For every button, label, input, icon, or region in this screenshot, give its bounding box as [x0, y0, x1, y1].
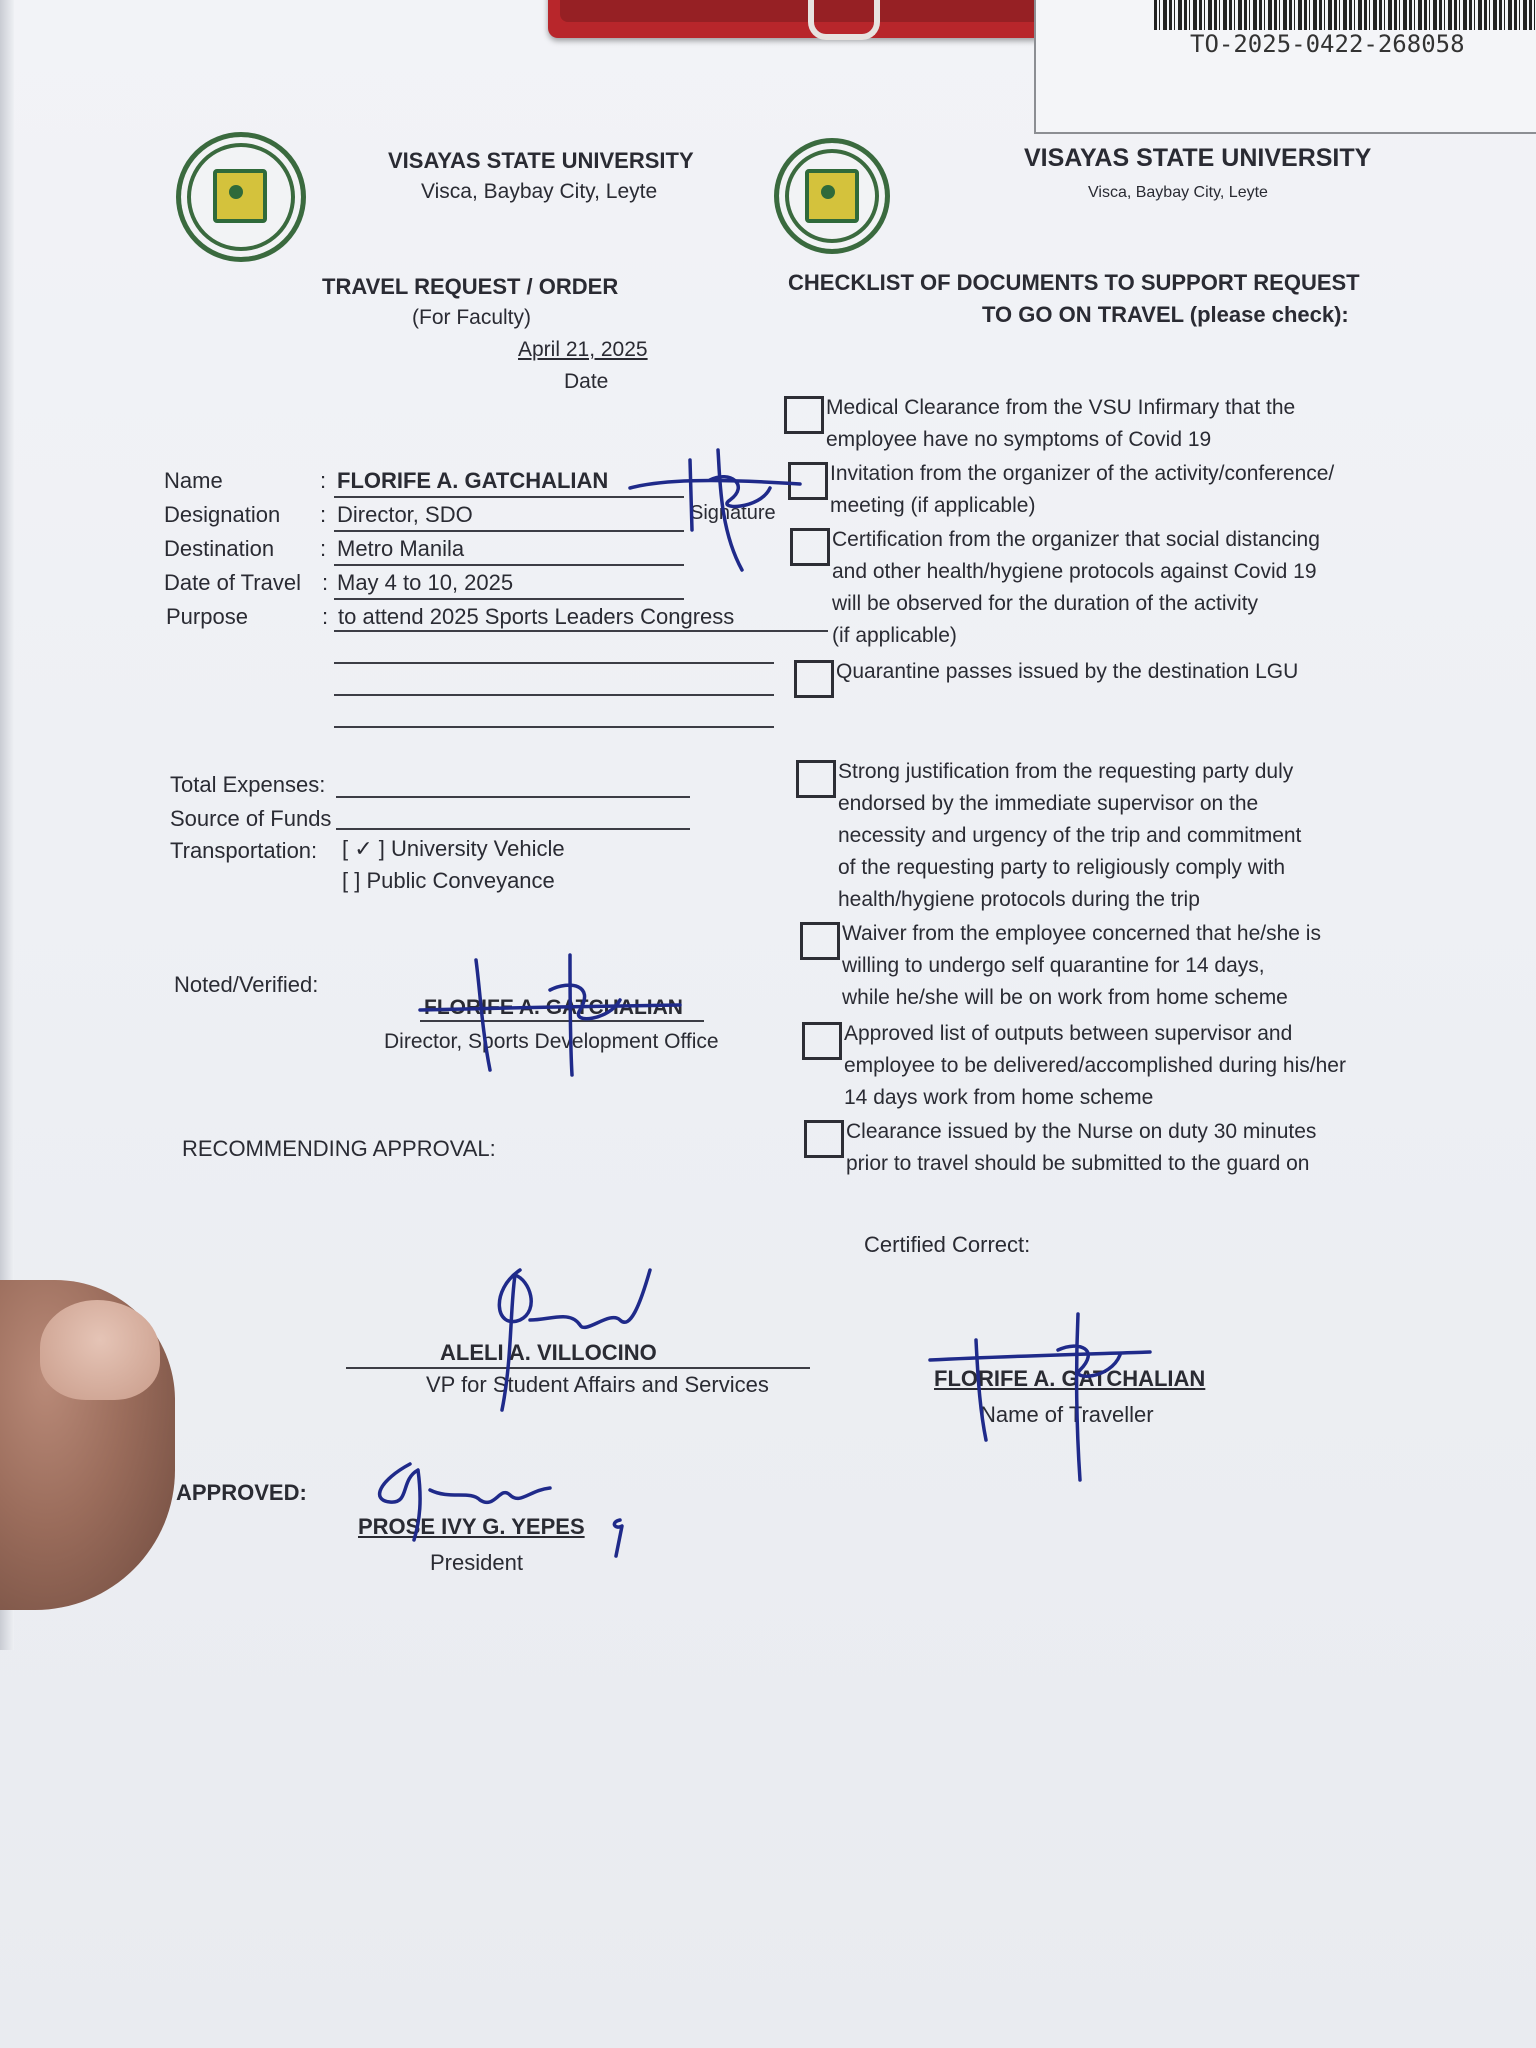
checklist-checkbox[interactable]	[784, 396, 824, 434]
checklist-item-text: of the requesting party to religiously comply with	[838, 856, 1286, 879]
left-university-address: Visca, Baybay City, Leyte	[421, 180, 658, 203]
purpose-colon: :	[322, 604, 329, 629]
checklist-checkbox[interactable]	[804, 1120, 844, 1158]
noted-signature	[420, 950, 720, 1080]
checklist-checkbox[interactable]	[802, 1022, 842, 1060]
recommending-signature	[490, 1250, 670, 1420]
form-title: TRAVEL REQUEST / ORDER	[322, 274, 619, 299]
form-date-label: Date	[564, 370, 609, 393]
barcode-icon	[1154, 0, 1536, 30]
checklist-title-line1: CHECKLIST OF DOCUMENTS TO SUPPORT REQUEST	[788, 270, 1360, 295]
checklist-item-text: 14 days work from home scheme	[844, 1086, 1154, 1109]
transport-university-vehicle: [ ✓ ] University Vehicle	[342, 836, 565, 861]
checklist-item-text: prior to travel should be submitted to the guard on	[846, 1152, 1310, 1175]
source-funds-label: Source of Funds	[170, 806, 332, 831]
checklist-item-text: Clearance issued by the Nurse on duty 30 minutes	[846, 1120, 1317, 1143]
checklist-item-text: employee to be delivered/accomplished during his/her	[844, 1054, 1346, 1077]
designation-label: Designation	[164, 502, 281, 527]
left-university-name: VISAYAS STATE UNIVERSITY	[388, 148, 694, 173]
checklist-item-text: Quarantine passes issued by the destination LGU	[836, 660, 1299, 683]
approved-label: APPROVED:	[176, 1480, 307, 1505]
approved-name: PROSE IVY G. YEPES	[358, 1514, 585, 1539]
checklist-checkbox[interactable]	[796, 760, 836, 798]
tracking-number: TO-2025-0422-268058	[1190, 30, 1465, 58]
total-expenses-label: Total Expenses:	[170, 772, 326, 797]
university-seal-left	[176, 132, 306, 262]
recommending-label: RECOMMENDING APPROVAL:	[182, 1136, 496, 1161]
university-seal-right	[774, 138, 890, 254]
checklist-item-text: will be observed for the duration of the activity	[832, 592, 1259, 615]
signature-label: Signature	[690, 502, 776, 524]
purpose-value: to attend 2025 Sports Leaders Congress	[338, 604, 735, 629]
designation-colon: :	[320, 502, 327, 527]
purpose-label: Purpose	[166, 604, 248, 629]
traveller-caption: Name of Traveller	[980, 1402, 1154, 1427]
checklist-item-text: (if applicable)	[832, 624, 957, 647]
approved-signature	[370, 1460, 640, 1560]
checklist-item-text: health/hygiene protocols during the trip	[838, 888, 1200, 911]
traveller-signature-bottom	[930, 1310, 1160, 1490]
certified-label: Certified Correct:	[864, 1232, 1031, 1257]
noted-label: Noted/Verified:	[174, 972, 319, 997]
destination-value: Metro Manila	[337, 536, 465, 561]
checklist-item-text: meeting (if applicable)	[830, 494, 1036, 517]
date-travel-label: Date of Travel	[164, 570, 301, 595]
checklist-checkbox[interactable]	[794, 660, 834, 698]
right-university-name: VISAYAS STATE UNIVERSITY	[1024, 144, 1372, 172]
thumbnail	[40, 1300, 160, 1400]
transport-public-conveyance: [ ] Public Conveyance	[342, 868, 555, 893]
checklist-item-text: endorsed by the immediate supervisor on the	[838, 792, 1259, 815]
form-date-value: April 21, 2025	[518, 338, 648, 361]
checklist-item-text: Approved list of outputs between supervisor and	[844, 1022, 1293, 1045]
checklist-item-text: and other health/hygiene protocols against Covid 19	[832, 560, 1317, 583]
right-university-address: Visca, Baybay City, Leyte	[1088, 184, 1268, 201]
checklist-item-text: willing to undergo self quarantine for 14 days,	[842, 954, 1265, 977]
seal-emblem-icon	[213, 169, 267, 223]
checklist-item-text: Strong justification from the requesting party duly	[838, 760, 1294, 783]
destination-label: Destination	[164, 536, 275, 561]
checklist-item-text: Waiver from the employee concerned that he/she is	[842, 922, 1321, 945]
recommending-position: VP for Student Affairs and Services	[426, 1372, 769, 1397]
clip-ring	[808, 0, 880, 40]
checklist-item-text: Invitation from the organizer of the activity/conference/	[830, 462, 1335, 485]
checklist-checkbox[interactable]	[800, 922, 840, 960]
name-colon: :	[320, 468, 327, 493]
approved-position: President	[430, 1550, 523, 1575]
name-value: FLORIFE A. GATCHALIAN	[337, 468, 609, 493]
destination-colon: :	[320, 536, 327, 561]
checklist-item-text: Medical Clearance from the VSU Infirmary that the	[826, 396, 1296, 419]
checklist-item-text: necessity and urgency of the trip and commitment	[838, 824, 1302, 847]
form-subtitle: (For Faculty)	[412, 306, 532, 329]
seal-emblem-icon	[805, 169, 859, 223]
checklist-title-line2: TO GO ON TRAVEL (please check):	[982, 302, 1349, 327]
noted-name: FLORIFE A. GATCHALIAN	[424, 996, 683, 1019]
traveller-signature-top	[620, 440, 810, 580]
date-travel-value: May 4 to 10, 2025	[337, 570, 514, 595]
transportation-label: Transportation:	[170, 838, 318, 863]
checklist-item-text: while he/she will be on work from home scheme	[842, 986, 1288, 1009]
traveller-name: FLORIFE A. GATCHALIAN	[934, 1366, 1206, 1391]
checklist-item-text: Certification from the organizer that social distancing	[832, 528, 1320, 551]
recommending-name: ALELI A. VILLOCINO	[440, 1340, 657, 1365]
name-label: Name	[164, 468, 223, 493]
noted-position: Director, Sports Development Office	[384, 1030, 719, 1053]
date-travel-colon: :	[322, 570, 329, 595]
designation-value: Director, SDO	[337, 502, 473, 527]
checklist-item-text: employee have no symptoms of Covid 19	[826, 428, 1212, 451]
